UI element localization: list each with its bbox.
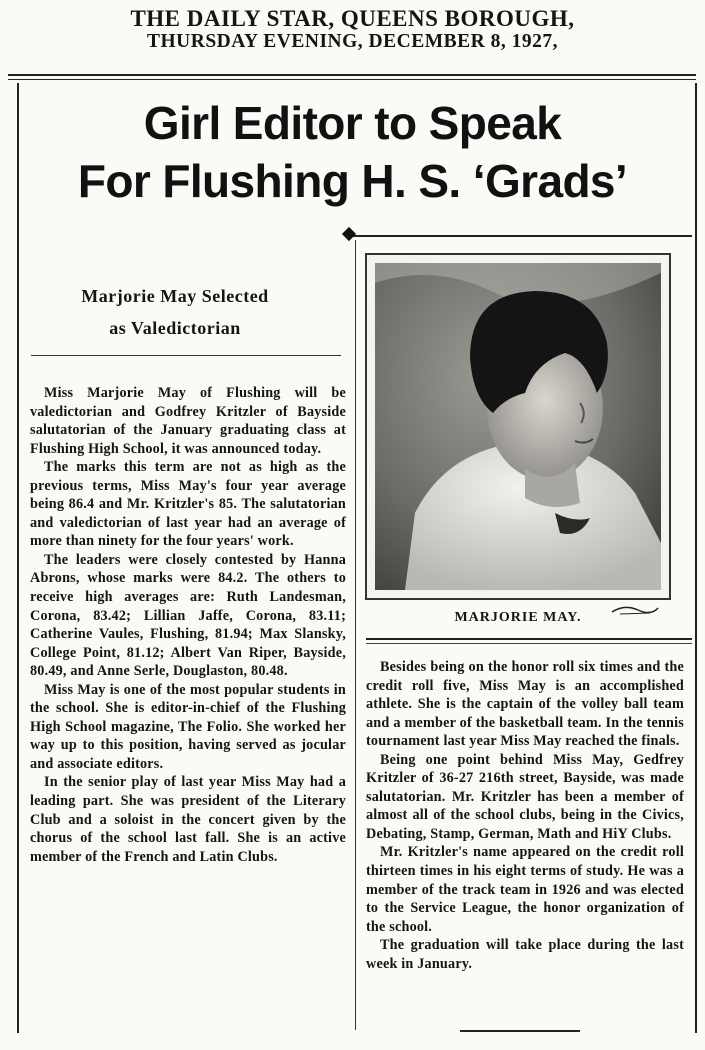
column-divider [355, 240, 356, 1030]
paragraph: Mr. Kritzler's name appeared on the credit roll thirteen times in his eight terms of study. He was a member of the track team in 1926 and was elected to the Service League, the honor organization of the school. [366, 844, 684, 935]
end-rule [460, 1030, 580, 1032]
photo-caption: MARJORIE MAY. [454, 610, 582, 625]
paragraph: The marks this term are not as high as the previous terms, Miss May's four year average being 86.4 and Mr. Kritzler's 85. The salutatorian and valedictorian of last year had an average of more than ninety for the four years' work. [30, 459, 346, 550]
paragraph: The graduation will take place during the last week in January. [366, 937, 684, 972]
masthead-paper-name: THE DAILY STAR, QUEENS BOROUGH, [130, 6, 575, 31]
masthead-rule [8, 74, 696, 76]
portrait-photo [375, 263, 661, 590]
article-column-left [30, 384, 346, 866]
paragraph: In the senior play of last year Miss May had a leading part. She was president of the Literary Club and a soloist in the concert given by the chorus of the school last fall. She is an active member of the French and Latin Clubs. [30, 774, 346, 865]
masthead-dateline: THURSDAY EVENING, DECEMBER 8, 1927, [147, 31, 558, 53]
paragraph: Besides being on the honor roll six times and the credit roll five, Miss May is an accomplished athlete. She is the captain of the volley ball team and a member of the basketball team. In the tennis tournament last year Miss May reached the finals. [366, 659, 684, 750]
subheadline-line-1: Marjorie May Selected [81, 286, 269, 306]
caption-rule [366, 638, 692, 640]
headline-rule [350, 235, 692, 237]
masthead-rule-thin [8, 79, 696, 80]
subheadline [40, 280, 310, 344]
headline [0, 94, 705, 210]
masthead [0, 6, 705, 53]
paragraph: Being one point behind Miss May, Gedfrey Kritzler of 36-27 216th street, Bayside, was made salutatorian. Mr. Kritzler has been a member of almost all of the school clubs, being in the Civics, Debating, Stamp, German, Math and HiY Clubs. [366, 751, 684, 842]
subheadline-rule [31, 355, 341, 356]
article-column-right [366, 658, 684, 973]
paragraph: Miss May is one of the most popular students in the school. She is editor-in-chief of the Flushing High School magazine, The Folio. She worked her way up to this position, having served as jocular and associate editors. [30, 681, 346, 772]
subheadline-line-2: as Valedictorian [109, 318, 241, 338]
paragraph: Miss Marjorie May of Flushing will be valedictorian and Godfrey Kritzler of Bayside salutatorian of the January graduating class at Flushing High School, it was announced today. [30, 385, 346, 457]
portrait-photo-frame [365, 253, 671, 600]
headline-line-2: For Flushing H. S. ‘Grads’ [77, 155, 628, 207]
paragraph: The leaders were closely contested by Hanna Abrons, whose marks were 84.2. The others to receive high averages are: Ruth Landesman, Corona, 83.42; Lillian Jaffe, Corona, 83.11; Catherine Vaules, Flushing, 81.94; Max Slansky, College Point, 81.12; Albert Van Riper, Bayside, 80.49, and Anne Serle, Douglaston, 80.48. [30, 551, 346, 680]
headline-line-1: Girl Editor to Speak [143, 97, 562, 149]
caption-rule-thin [366, 643, 692, 644]
